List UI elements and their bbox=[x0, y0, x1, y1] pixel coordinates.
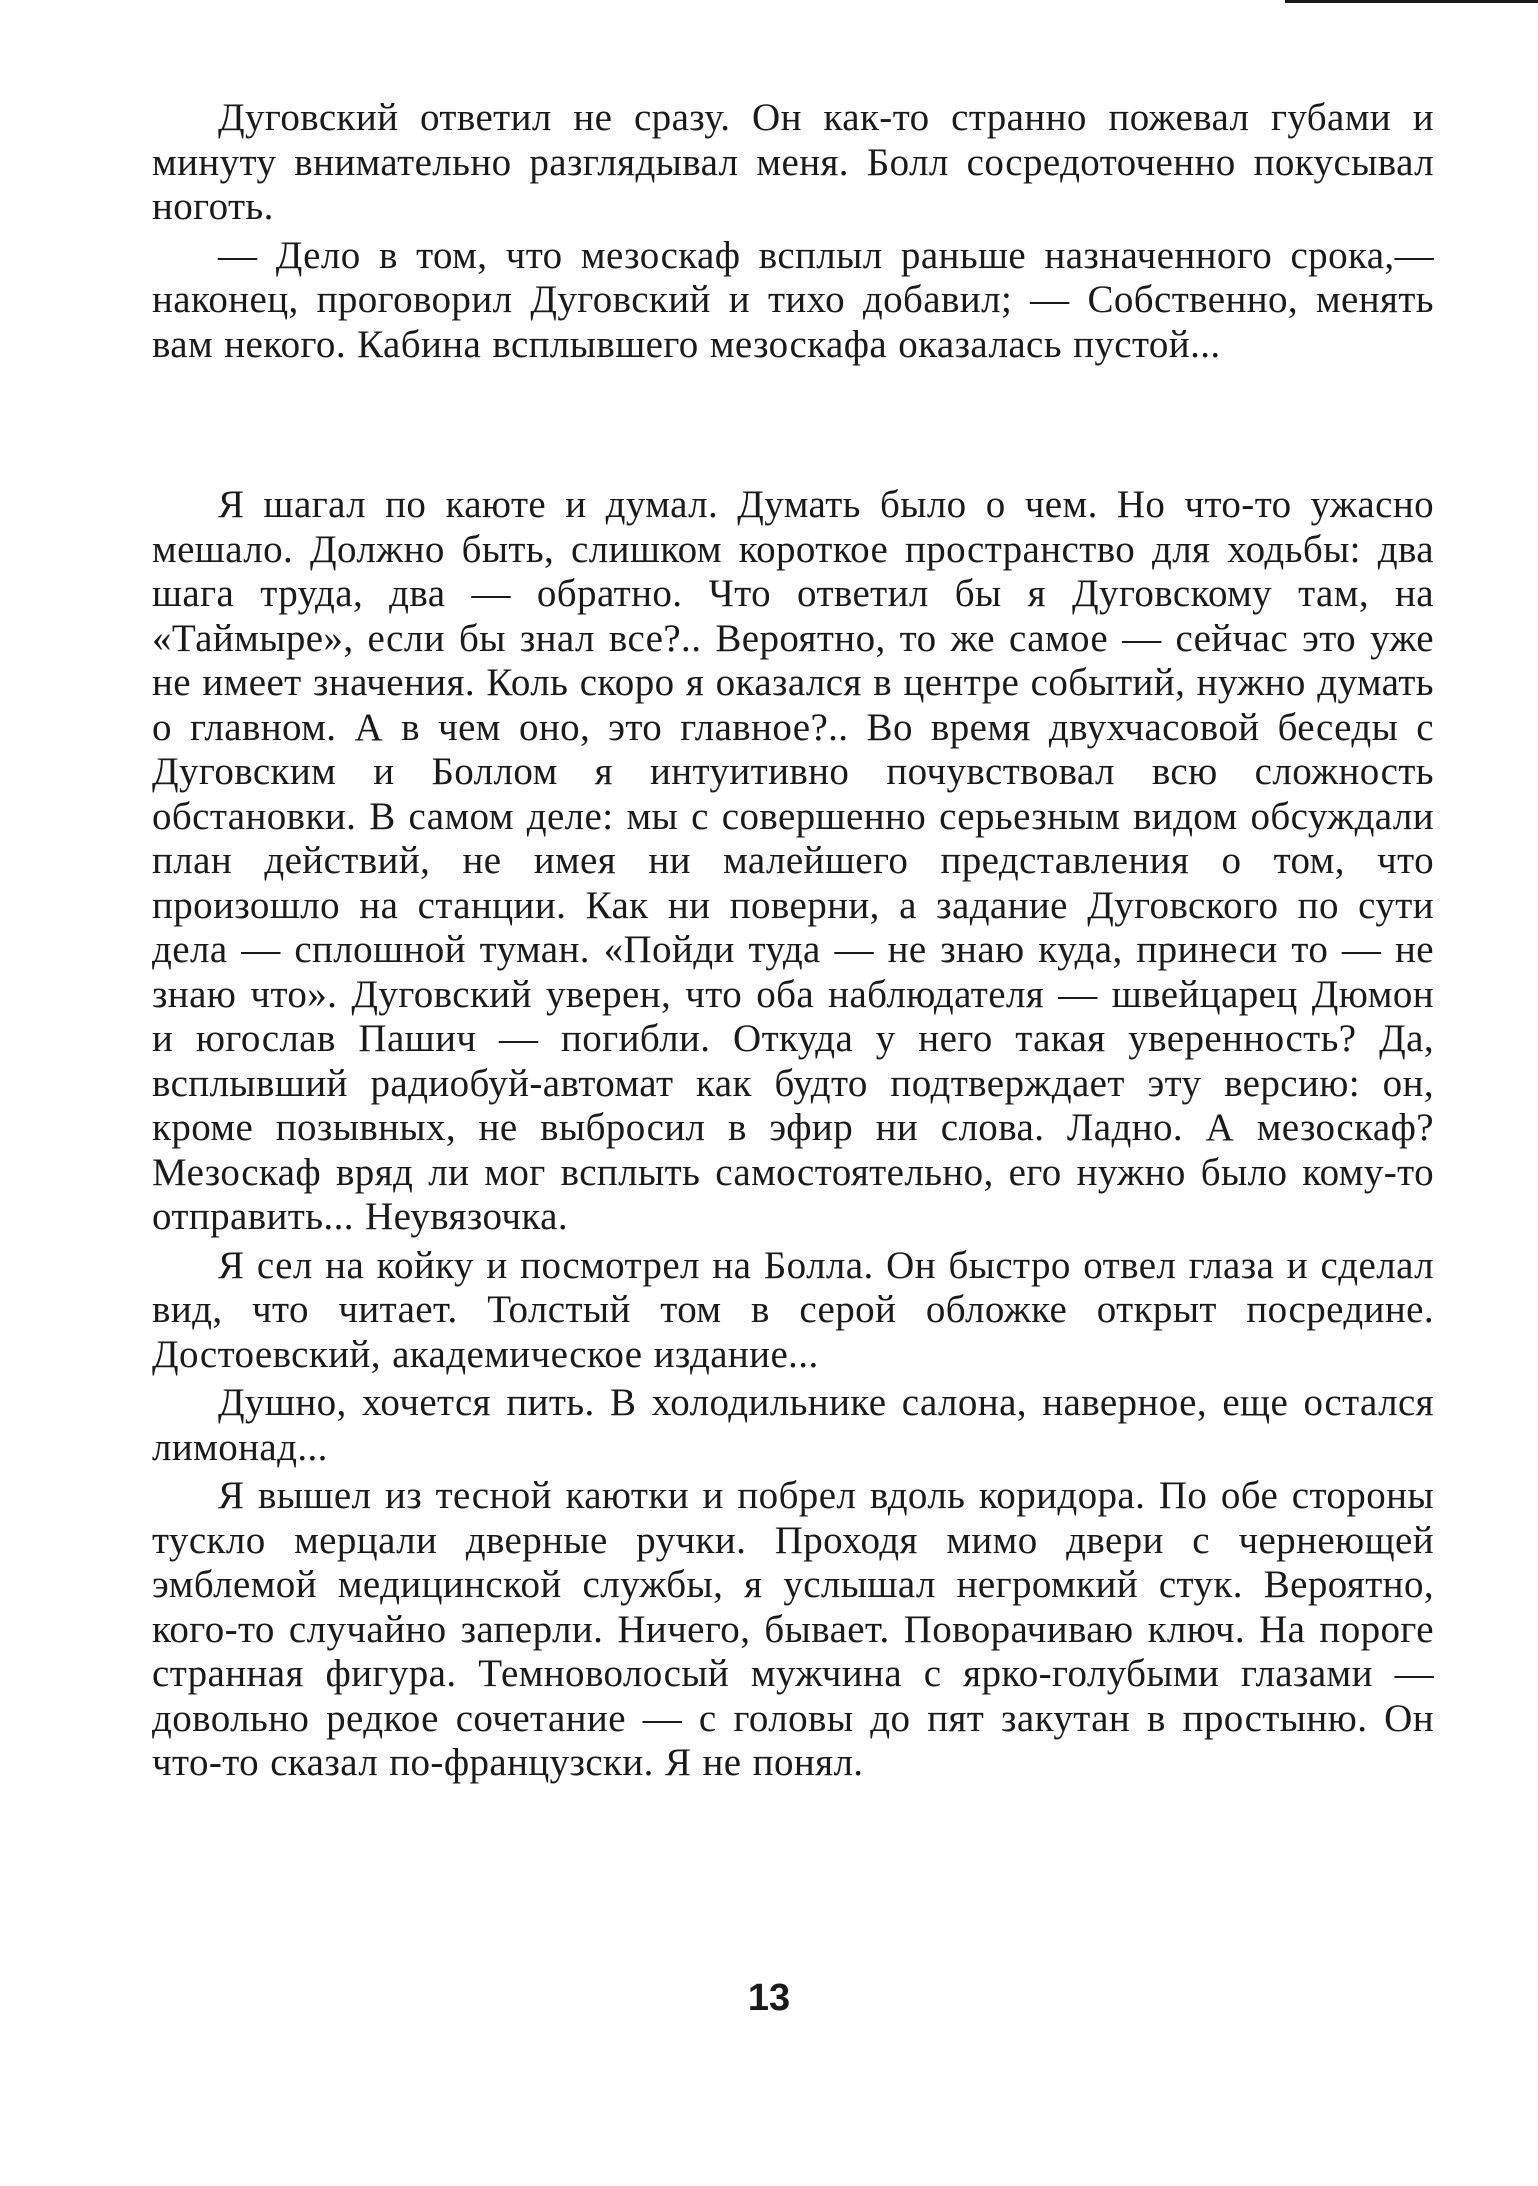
text-block-1 bbox=[152, 96, 1434, 367]
text-block-2 bbox=[152, 483, 1434, 1786]
top-rule bbox=[1285, 0, 1538, 3]
paragraph: — Дело в том, что мезоскаф всплыл раньше назначенного срока,— наконец, проговорил Дуговский и тихо добавил; — Собственно, менять вам некого. Кабина всплывшего мезоскафа оказалась пустой... bbox=[152, 233, 1434, 366]
paragraph: Я вышел из тесной каютки и побрел вдоль коридора. По обе стороны тускло мерцали дверные ручки. Проходя мимо двери с чернеющей эмблемой медицинской службы, я услышал негромкий стук. Вероятно, кого-то случайно заперли. Ничего, бывает. Поворачиваю ключ. На пороге странная фигура. Темноволосый мужчина с ярко-голубыми глазами — довольно редкое сочетание — с головы до пят закутан в простыню. Он что-то сказал по-французски. Я не понял. bbox=[152, 1474, 1434, 1784]
page-body bbox=[152, 96, 1434, 1790]
paragraph: Я сел на койку и посмотрел на Болла. Он быстро отвел глаза и сделал вид, что читает. Толстый том в серой обложке открыт посредине. Достоевский, академическое издание... bbox=[152, 1243, 1434, 1376]
paragraph: Я шагал по каюте и думал. Думать было о чем. Но что-то ужасно мешало. Должно быть, слишком короткое пространство для ходьбы: два шага труда, два — обратно. Что ответил бы я Дуговскому там, на «Таймыре», если бы знал все?.. Вероятно, то же самое — сейчас это уже не имеет значения. Коль скоро я оказался в центре событий, нужно думать о главном. А в чем оно, это главное?.. Во время двухчасовой беседы с Дуговским и Боллом я интуитивно почувствовал всю сложность обстановки. В самом деле: мы с совершенно серьезным видом обсуждали план действий, не имея ни малейшего представления о том, что произошло на станции. Как ни поверни, а задание Дуговского по сути дела — сплошной туман. «Пойди туда — не знаю куда, принеси то — не знаю что». Дуговский уверен, что оба наблюдателя — швейцарец Дюмон и югослав Пашич — погибли. Откуда у него такая уверенность? Да, всплывший радиобуй-автомат как будто подтверждает эту версию: он, кроме позывных, не выбросил в эфир ни слова. Ладно. А мезоскаф? Мезоскаф вряд ли мог всплыть самостоятельно, его нужно было кому-то отправить... Неувязочка. bbox=[152, 483, 1434, 1238]
paragraph: Дуговский ответил не сразу. Он как-то странно пожевал губами и минуту внимательно разглядывал меня. Болл сосредоточенно покусывал ноготь. bbox=[152, 96, 1434, 228]
page-number: 13 bbox=[747, 1977, 791, 2019]
paragraph: Душно, хочется пить. В холодильнике салона, наверное, еще остался лимонад... bbox=[152, 1381, 1434, 1469]
